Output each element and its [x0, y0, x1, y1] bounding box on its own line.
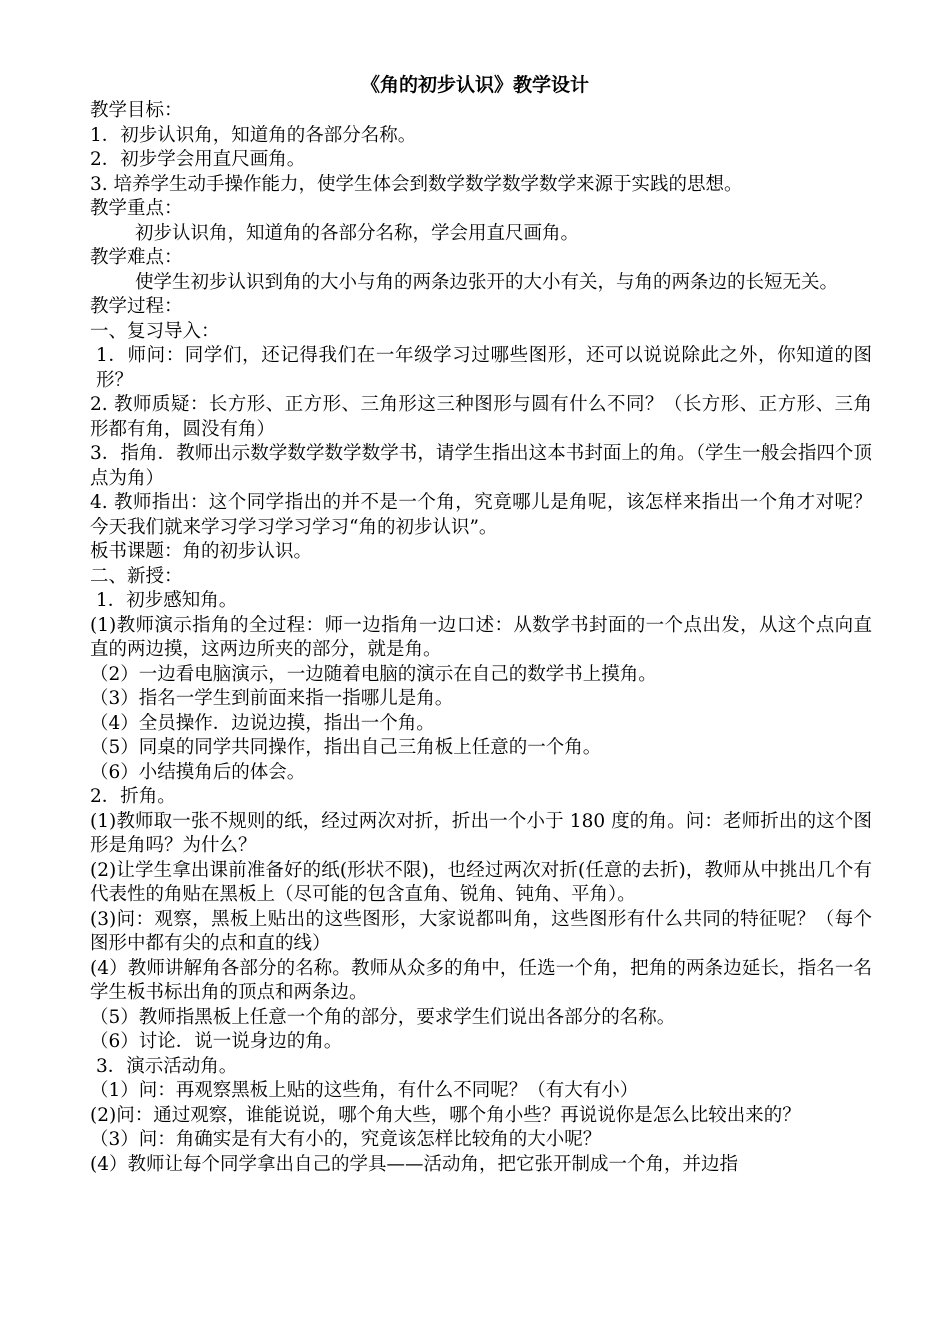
paragraph: (2)让学生拿出课前准备好的纸(形状不限)，也经过两次对折(任意的去折)，教师从中挑出几个有代表性的角贴在黑板上（尽可能的包含直角、锐角、钝角、平角）。 [90, 859, 872, 905]
paragraph: 板书课题：角的初步认识。 [90, 541, 313, 562]
paragraph: （6）小结摸角后的体会。 [90, 761, 306, 783]
section-heading-new-lesson: 二、新授： [90, 565, 183, 587]
paragraph: 2. 教师质疑：长方形、正方形、三角形这三种图形与圆有什么不同？（长方形、正方形、三角形都有角，圆没有角） [90, 394, 872, 440]
paragraph: (2)问：通过观察，谁能说说，哪个角大些，哪个角小些？再说说你是怎么比较出来的？ [90, 1104, 801, 1126]
paragraph: 3．指角．教师出示数学数学数学数学书，请学生指出这本书封面上的角。（学生一般会指四个顶点为角） [90, 443, 872, 489]
paragraph: 初步认识角，知道角的各部分名称，学会用直尺画角。 [135, 222, 580, 244]
paragraph: （3）问：角确实是有大有小的，究竟该怎样比较角的大小呢？ [90, 1129, 602, 1150]
paragraph: （5）同桌的同学共同操作，指出自己三角板上任意的一个角。 [90, 737, 602, 758]
paragraph: 4. 教师指出：这个同学指出的并不是一个角，究竟哪儿是角呢，该怎样来指出一个角才对呢？今天我们就来学习学习学习学习“角的初步认识”。 [90, 492, 872, 538]
paragraph: (1)教师取一张不规则的纸，经过两次对折，折出一个小于 180 度的角。问：老师折出的这个图形是角吗？为什么？ [90, 810, 872, 856]
section-heading-difficulties: 教学难点： [90, 247, 183, 268]
paragraph: 3. 培养学生动手操作能力，使学生体会到数学数学数学数学来源于实践的思想。 [90, 173, 743, 195]
section-heading-objectives: 教学目标： [90, 100, 183, 121]
paragraph: 2．初步学会用直尺画角。 [90, 149, 306, 170]
section-heading-review: 一、复习导入： [90, 320, 220, 342]
paragraph: （4）全员操作．边说边摸，指出一个角。 [90, 712, 435, 734]
paragraph: 2．折角。 [90, 786, 176, 807]
paragraph: 使学生初步认识到角的大小与角的两条边张开的大小有关，与角的两条边的长短无关。 [135, 271, 839, 293]
document-title: 《角的初步认识》教学设计 [360, 74, 589, 96]
paragraph: 3．演示活动角。 [96, 1055, 238, 1077]
paragraph: （3）指名一学生到前面来指一指哪儿是角。 [90, 688, 454, 709]
paragraph: 1．师问：同学们，还记得我们在一年级学习过哪些图形，还可以说说除此之外，你知道的图形？ [96, 345, 872, 391]
paragraph: (3)问：观察，黑板上贴出的这些图形，大家说都叫角，这些图形有什么共同的特征呢？（每个图形中都有尖的点和直的线） [90, 908, 872, 954]
paragraph: (4）教师让每个同学拿出自己的学具——活动角，把它张开制成一个角，并边指 [90, 1153, 738, 1175]
paragraph: (4）教师讲解角各部分的名称。教师从众多的角中，任选一个角，把角的两条边延长，指名一名学生板书标出角的顶点和两条边。 [90, 957, 872, 1003]
paragraph: （1）问：再观察黑板上贴的这些角，有什么不同呢？（有大有小） [90, 1080, 639, 1101]
section-heading-process: 教学过程： [90, 296, 183, 317]
section-heading-key-points: 教学重点： [90, 198, 183, 219]
paragraph: （6）讨论．说一说身边的角。 [90, 1031, 343, 1052]
paragraph: (1)教师演示指角的全过程：师一边指角一边口述：从数学书封面的一个点出发，从这个点向直直的两边摸，这两边所夹的部分，就是角。 [90, 614, 872, 660]
paragraph: （2）一边看电脑演示，一边随着电脑的演示在自己的数学书上摸角。 [90, 663, 657, 685]
paragraph: 1．初步感知角。 [96, 590, 238, 611]
paragraph: 1．初步认识角，知道角的各部分名称。 [90, 124, 417, 146]
document-body [90, 99, 872, 1177]
paragraph: （5）教师指黑板上任意一个角的部分，要求学生们说出各部分的名称。 [90, 1006, 676, 1028]
